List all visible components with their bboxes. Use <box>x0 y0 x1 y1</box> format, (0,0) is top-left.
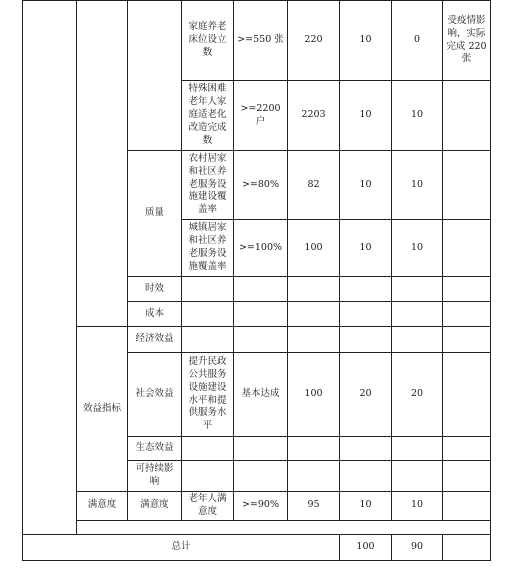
indicator-type-cell: 满意度 <box>77 492 128 521</box>
total-obtained-score: 90 <box>392 534 443 560</box>
indicator-name-cell: 农村居家和社区养老服务设施建设覆盖率 <box>182 151 234 220</box>
weight-score-cell: 10 <box>340 220 392 277</box>
target-value-cell: 基本达成 <box>234 353 288 437</box>
indicator-subtype-cell: 社会效益 <box>128 353 182 437</box>
category-cell-continued <box>23 1 77 535</box>
indicator-subtype-cell: 时效 <box>128 277 182 302</box>
weight-score-cell: 10 <box>340 1 392 81</box>
remark-cell <box>443 81 491 151</box>
remark-cell: 受疫情影响，实际完成 220 张 <box>443 1 491 81</box>
table-row <box>23 1 491 81</box>
performance-table <box>22 0 491 561</box>
target-value-cell: >=90% <box>234 492 288 521</box>
indicator-subtype-cell: 可持续影响 <box>128 461 182 492</box>
indicator-subtype-cell: 生态效益 <box>128 437 182 461</box>
indicator-subtype-cell: 满意度 <box>128 492 182 521</box>
indicator-subtype-cell: 质量 <box>128 151 182 277</box>
actual-value-cell: 82 <box>288 151 340 220</box>
obtained-score-cell: 10 <box>392 151 443 220</box>
indicator-name-cell: 老年人满意度 <box>182 492 234 521</box>
obtained-score-cell: 10 <box>392 220 443 277</box>
remark-cell <box>443 151 491 220</box>
target-value-cell: >=2200 户 <box>234 81 288 151</box>
obtained-score-cell: 0 <box>392 1 443 81</box>
indicator-subtype-cell: 经济效益 <box>128 327 182 353</box>
indicator-name-cell: 特殊困难老年人家庭适老化改造完成数 <box>182 81 234 151</box>
indicator-name-cell: 提升民政公共服务设施建设水平和提供服务水平 <box>182 353 234 437</box>
target-value-cell: >=550 张 <box>234 1 288 81</box>
weight-score-cell: 10 <box>340 492 392 521</box>
target-value-cell: >=100% <box>234 220 288 277</box>
indicator-name-cell: 城镇居家和社区养老服务设施覆盖率 <box>182 220 234 277</box>
indicator-subtype-cell: 成本 <box>128 302 182 327</box>
indicator-name-cell: 家庭养老床位设立数 <box>182 1 234 81</box>
obtained-score-cell: 10 <box>392 81 443 151</box>
target-value-cell: >=80% <box>234 151 288 220</box>
actual-value-cell: 220 <box>288 1 340 81</box>
quantity-subtype-cell <box>128 1 182 151</box>
actual-value-cell: 2203 <box>288 81 340 151</box>
obtained-score-cell: 20 <box>392 353 443 437</box>
total-row <box>23 534 491 560</box>
actual-value-cell: 100 <box>288 220 340 277</box>
indicator-type-cell-continued <box>77 1 128 327</box>
total-label: 总计 <box>23 534 340 560</box>
actual-value-cell: 100 <box>288 353 340 437</box>
table-row <box>23 520 491 534</box>
remark-cell <box>443 220 491 277</box>
total-weight-score: 100 <box>340 534 392 560</box>
actual-value-cell: 95 <box>288 492 340 521</box>
remark-cell <box>443 492 491 521</box>
weight-score-cell: 10 <box>340 81 392 151</box>
table-row <box>23 492 491 521</box>
weight-score-cell: 10 <box>340 151 392 220</box>
remark-cell <box>443 353 491 437</box>
weight-score-cell: 20 <box>340 353 392 437</box>
table-row <box>23 327 491 353</box>
obtained-score-cell: 10 <box>392 492 443 521</box>
indicator-type-cell: 效益指标 <box>77 327 128 492</box>
